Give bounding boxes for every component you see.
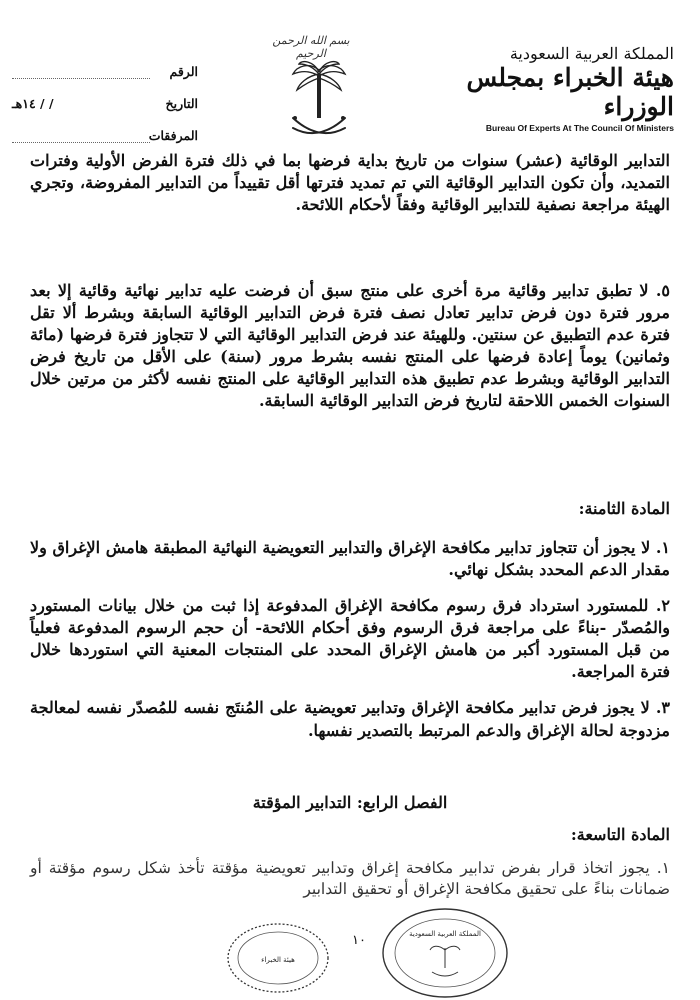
- page-number: ١٠: [352, 933, 366, 948]
- reference-block: [8, 64, 208, 160]
- stamp-right-text: المملكة العربية السعودية: [409, 930, 481, 938]
- organization-name: هيئة الخبراء بمجلس الوزراء: [466, 63, 674, 121]
- stamp-left-text: هيئة الخبراء: [261, 956, 295, 964]
- paragraph-5: ٥. لا تطبق تدابير وقائية مرة أخرى على منتج سبق أن فرضت عليه تدابير نهائية وقائية إلا بعد مرور فترة دون فرض تدابير تعادل نصف فترة فرض التدابير الوقائية السابقة وبشرط ألا تقل فترة عدم التطبيق عن سنتين. وللهيئة عند فرض التدابير الوقائية التي لا تتجاوز فترة فرضها (مائة وثمانين) يوماً إعادة فرضها على المنتج نفسه بشرط مرور (سنة) على الأقل من تاريخ فرض التدابير الوقائية وبشرط عدم تطبيق هذه التدابير الوقائية على المنتج نفسه لأكثر من مرتين خلال السنوات الخمس اللاحقة لتاريخ فرض التدابير الوقائية السابقة.: [30, 281, 671, 411]
- article-9-item: ١. يجوز اتخاذ قرار بفرض تدابير مكافحة إغراق وتدابير تعويضية مؤقتة تأخذ شكل رسوم مؤقتة أو ضمانات بناءً على تحقيق مكافحة الإغراق أو تحقيق التدابير: [30, 859, 670, 899]
- organization-block: [424, 44, 674, 133]
- ref-number-line: [12, 78, 150, 79]
- palm-swords-emblem-icon: [287, 58, 351, 144]
- article-8-heading: المادة الثامنة:: [578, 499, 670, 518]
- date-value: / / ١٤هـ: [12, 96, 54, 111]
- article-8-item: ٢. للمستورد استرداد فرق رسوم مكافحة الإغراق المدفوعة إذا ثبت من خلال بيانات المستورد والمُصدّر -بناءً على مراجعة فرق الرسوم وفق أحكام اللائحة- أن حجم الرسوم المدفوعة فعلياً من قبل المستورد أكبر من هامش الإغراق المحدد على المنتجات المعنية التي استوردها خلال فترة المراجعة.: [30, 596, 671, 682]
- official-stamp-right-icon: [380, 906, 510, 1000]
- article-8-items: [30, 537, 670, 756]
- organization-english-name: Bureau Of Experts At The Council Of Ministers: [485, 123, 674, 133]
- paragraph-continued: التدابير الوقائية (عشر) سنوات من تاريخ بداية فرضها بما في ذلك فترة الفرض الأولية وفترات التمديد، وأن تكون التدابير الوقائية التي تم تمديد فترتها أقل تقييداً من التدابير المفروضة، وتجري الهيئة مراجعة نصفية للتدابير الوقائية وفقاً لأحكام اللائحة.: [30, 151, 671, 215]
- article-8-item: ١. لا يجوز أن تتجاوز تدابير مكافحة الإغراق والتدابير التعويضية النهائية المطبقة هامش الإغراق ولا مقدار الدعم المحدد بشكل نهائي.: [30, 538, 670, 580]
- ref-number-label: الرقم: [169, 64, 198, 79]
- date-row: [8, 96, 208, 128]
- basmala: بسم الله الرحمن الرحيم: [272, 34, 350, 60]
- article-8-item: ٣. لا يجوز فرض تدابير مكافحة الإغراق وتدابير تعويضية على المُنتَج نفسه للمُصدّر نفسه لمعالجة مزدوجة لحالة الإغراق والدعم المرتبط بالتصدير نفسها.: [30, 698, 670, 740]
- article-9-heading: المادة التاسعة:: [570, 825, 670, 844]
- date-label: التاريخ: [165, 96, 198, 111]
- ref-number-row: [8, 64, 208, 96]
- attachments-line: [12, 142, 150, 143]
- chapter-4-heading: الفصل الرابع: التدابير المؤقتة: [252, 793, 448, 812]
- attachments-label: المرفقات: [148, 128, 198, 143]
- official-stamp-left-icon: [226, 922, 330, 994]
- country-name: المملكة العربية السعودية: [509, 44, 674, 63]
